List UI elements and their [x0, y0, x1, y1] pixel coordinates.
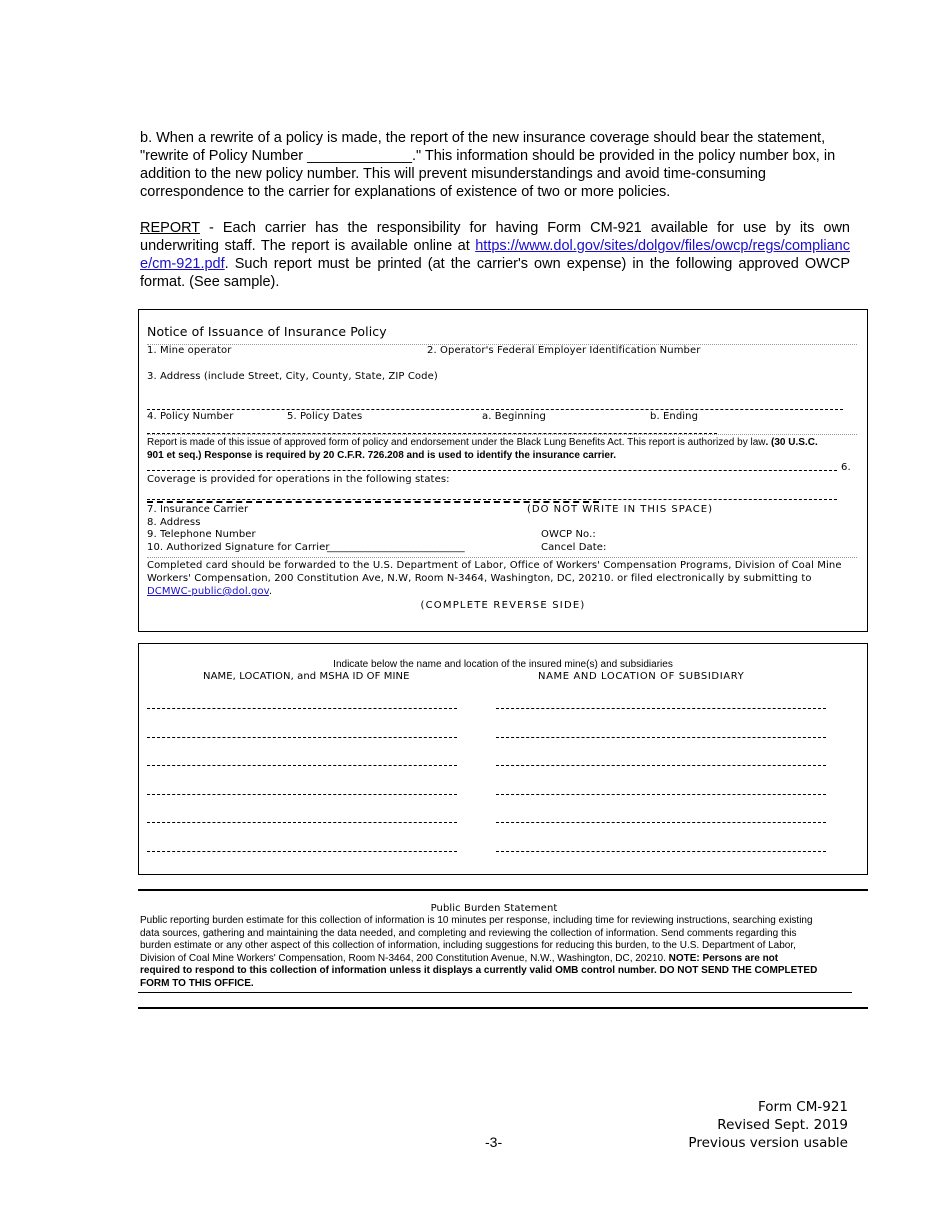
col-mine: NAME, LOCATION, and MSHA ID OF MINE — [203, 671, 410, 682]
mines-box — [138, 643, 868, 875]
report-heading: REPORT — [140, 220, 200, 236]
field-mine-operator: 1. Mine operator — [147, 345, 232, 356]
field-policy-dates: 5. Policy Dates — [287, 411, 363, 422]
burden-text: Public reporting burden estimate for this collection of information is 10 minutes per response, including time for reviewing instructions, searching existing data sources, gathering and maintaining the data needed, and completing and reviewing the collection of information. Send comments regarding this burden estimate or any other aspect of this collection of information, including suggestions for reducing this burden, to the U.S. Department of Labor, Division of Coal Mine Workers' Compensation, Room N-3464, 200 Constitution Avenue, N.W., Washington, DC, 20210. NOTE: Persons are not required to respond to this collection of information unless it displays a currently valid OMB control number. DO NOT SEND THE COMPLETED FORM TO THIS OFFICE. — [140, 915, 818, 989]
mine-entry-line — [147, 822, 457, 823]
previous-version: Previous version usable — [688, 1135, 848, 1151]
field-6: 6. — [841, 462, 851, 473]
mine-entry-line — [147, 794, 457, 795]
owcp-no: OWCP No.: — [541, 529, 596, 540]
paragraph-b: b. When a rewrite of a policy is made, the report of the new insurance coverage should bear the statement, "rewrite of Policy Number _____________." This information should be provided in the policy number box, in addition to the new policy number. This will prevent misunderstandings and avoid time-consuming correspondence to the carrier for explanations of existence of two or more policies. — [140, 130, 836, 200]
notice-title: Notice of Issuance of Insurance Policy — [147, 324, 387, 339]
subsidiary-entry-line — [496, 737, 826, 738]
field-fein: 2. Operator's Federal Employer Identification Number — [427, 345, 701, 356]
form-link[interactable]: https://www.dol.gov/sites/dolgov/files/owcp/regs/compliance/cm-921.pdf — [140, 238, 850, 272]
notice-form-box — [138, 309, 868, 632]
col-subsidiary: NAME AND LOCATION OF SUBSIDIARY — [538, 671, 745, 682]
field-address: 3. Address (include Street, City, County, State, ZIP Code) — [147, 371, 438, 382]
field-policy-number: 4. Policy Number — [147, 411, 234, 422]
revised-date: Revised Sept. 2019 — [717, 1117, 848, 1133]
mines-instruction: Indicate below the name and location of the insured mine(s) and subsidiaries — [333, 659, 673, 670]
report-text-1: - Each carrier has the responsibility for having Form CM-921 available for use by its own underwriting staff. The report is available online at — [140, 220, 850, 254]
mine-entry-line — [147, 765, 457, 766]
subsidiary-entry-line — [496, 708, 826, 709]
subsidiary-entry-line — [496, 765, 826, 766]
mine-entry-line — [147, 737, 457, 738]
completed-card-note: Completed card should be forwarded to the U.S. Department of Labor, Office of Workers' Compensation Programs, Division of Coal Mine Workers' Compensation, 200 Constitution Ave, N.W, Room N-3464, Washington, DC, 20210. or filed electronically by submitting to DCMWC-public@dol.gov. — [147, 560, 842, 597]
burden-title: Public Burden Statement — [430, 903, 558, 914]
mine-entry-line — [147, 708, 457, 709]
cancel-date: Cancel Date: — [541, 542, 607, 553]
field-address-8: 8. Address — [147, 517, 201, 528]
form-number: Form CM-921 — [757, 1099, 848, 1115]
subsidiary-entry-line — [496, 851, 826, 852]
coverage-states: Coverage is provided for operations in the following states: — [147, 474, 450, 485]
page-number: -3- — [485, 1134, 503, 1150]
complete-reverse-side: (COMPLETE REVERSE SIDE) — [420, 600, 586, 611]
field-ending: b. Ending — [650, 411, 699, 422]
field-signature: 10. Authorized Signature for Carrier — [147, 542, 330, 553]
report-paragraph — [140, 219, 850, 291]
field-insurance-carrier: 7. Insurance Carrier — [147, 504, 249, 515]
do-not-write: (DO NOT WRITE IN THIS SPACE) — [527, 504, 713, 515]
subsidiary-entry-line — [496, 794, 826, 795]
report-text-2: . Such report must be printed (at the carrier's own expense) in the following approved OWCP format. (See sample). — [140, 256, 850, 290]
field-beginning: a. Beginning — [482, 411, 546, 422]
email-link[interactable]: DCMWC-public@dol.gov — [147, 586, 269, 597]
signature-line: ___________________________ — [327, 542, 465, 553]
mine-entry-line — [147, 851, 457, 852]
report-authorization: Report is made of this issue of approved form of policy and endorsement under the Black Lung Benefits Act. This report is authorized by law. (30 U.S.C. 901 et seq.) Response is required by 20 C.F.R. 726.208 and is used to identify the insurance carrier. — [147, 437, 818, 461]
field-telephone: 9. Telephone Number — [147, 529, 256, 540]
subsidiary-entry-line — [496, 822, 826, 823]
